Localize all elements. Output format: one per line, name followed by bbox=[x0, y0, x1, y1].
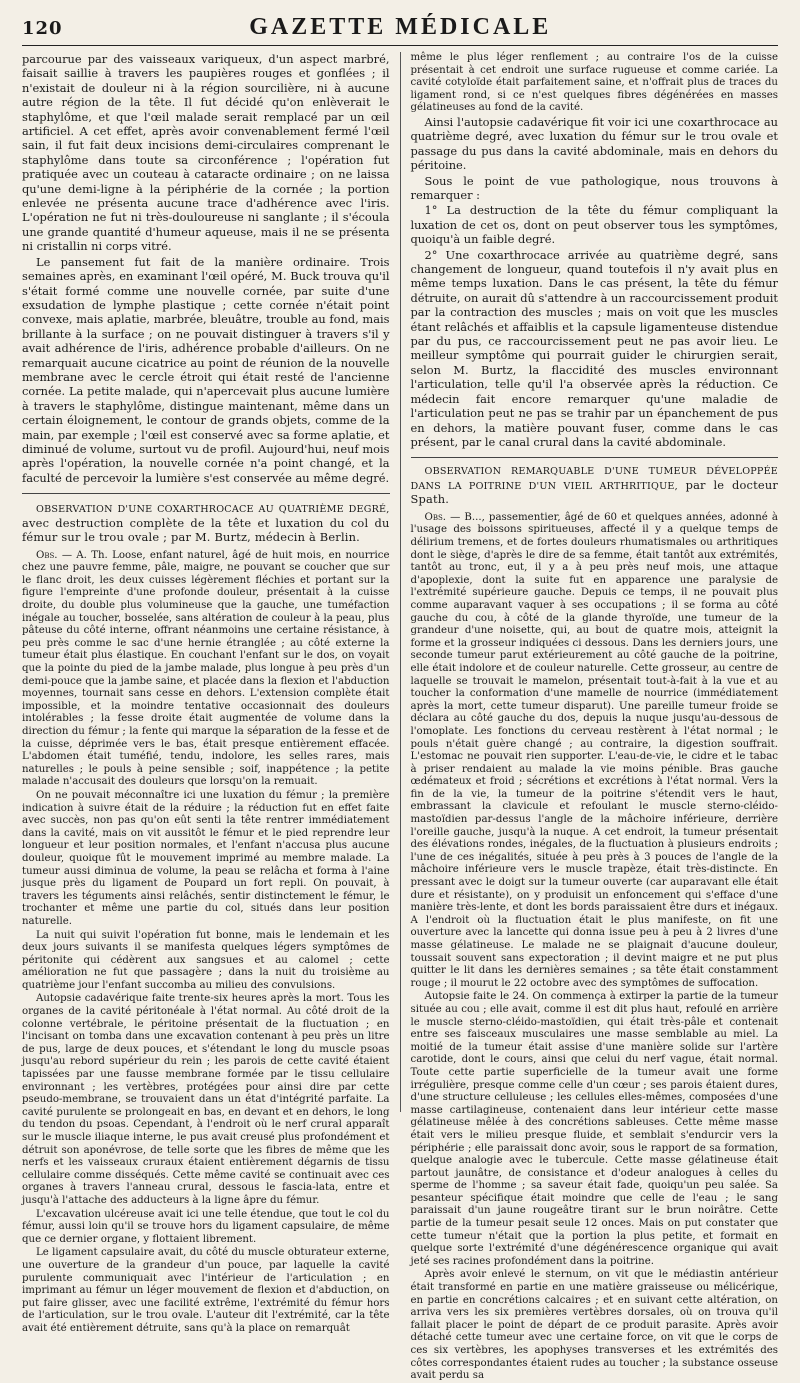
page-header bbox=[22, 14, 778, 46]
text-columns bbox=[22, 52, 779, 1382]
paragraph: La nuit qui suivit l'opération fut bonne, mais le lendemain et les deux jours suivants il se manifesta quelques légers symptômes de péritonite qui cédèrent aux sangsues et au calomel ; cette amélioration ne fut que passagère ; dans la nuit du troisième au quatrième jour l'enfant succomba au milieu des convulsions. bbox=[22, 929, 390, 991]
page-number: 120 bbox=[22, 18, 63, 39]
journal-title: GAZETTE MÉDICALE bbox=[249, 14, 552, 40]
paragraph: Sous le point de vue pathologique, nous trouvons à remarquer : bbox=[410, 173, 778, 202]
section-title-tail: par le docteur Spath. bbox=[410, 477, 779, 507]
paragraph: Le ligament capsulaire avait, du côté du muscle obturateur externe, une ouverture de la grandeur d'un pouce, par laquelle la cavité purulente communiquait avec l'intérieur de l'articulation ; en imprimant au fémur un léger mouvement de flexion et d'abduction, on put faire glisser, avec une facilité extrême, l'extrémité du fémur hors de l'articulation, sur le trou ovale. L'auteur dit l'extrémité, car la tête avait été entièrement détruite, sans qu'à la place on remarquât bbox=[22, 1247, 390, 1334]
paragraph: L'excavation ulcéreuse avait ici une telle étendue, que tout le col du fémur, aussi loin qu'il se trouve hors du ligament capsulaire, de même que ce dernier organe, y flottaient librement. bbox=[22, 1208, 390, 1245]
paragraph: Après avoir enlevé le sternum, on vit que le médiastin antérieur était transformé en partie en une matière graisseuse ou mélicérique, en partie en concrétions calcaires ; et en suivant cette altération, on arriva vers les six premières vertèbres dorsales, où on trouva qu'il fallait placer le point de départ de ce produit parasite. Après avoir détaché cette tumeur avec une certaine force, on vit que le corps de ces six vertèbres, les apophyses transverses et les extrémités des côtes correspondantes étaient rudes au toucher ; la substance osseuse avait perdu sa bbox=[410, 1269, 778, 1382]
observation-text: — B..., passementier, âgé de 60 et quelques années, adonné à l'usage des boissons spiritueuses, affecté il y a quelque temps de délirium tremens, et de fortes douleurs rhumatismales ou arthritiques dont le siège, d'après le dire de sa femme, était tantôt aux extrémités, tantôt au tronc, eut, il y a à peu près neuf mois, une attaque d'apoplexie, dont la suite fut en apparence une paralysie de l'extrémité supérieure gauche. Depuis ce temps, il ne pouvait plus comme auparavant vaquer à ses occupations ; il se forma au côté gauche du cou, à côté de la glande thyroïde, une tumeur de la grandeur d'une noisette, qui, au bout de quatre mois, atteignit la forme et la grosseur indiquées ci dessous. Dans les derniers jours, une seconde tumeur parut extérieurement au côté gauche de la poitrine, elle était indolore et de couleur naturelle. Cette grosseur, au centre de laquelle se trouvait le mamelon, présentait tout-à-fait à la vue et au toucher la conformation d'une mamelle de nourrice (immédiatement après la mort, cette tumeur disparut). Une pareille tumeur froide se déclara au côté gauche du dos, depuis la nuque jusqu'au-dessous de l'omoplate. Les fonctions du cerveau restèrent à l'état normal ; le pouls n'était guère changé ; au contraire, la digestion souffrait. L'estomac ne pouvait rien supporter. L'eau-de-vie, le cidre et le tabac à priser rendaient au malade la vie moins pénible. Bras gauche œdémateux et froid ; sécrétions et excrétions à l'état normal. Vers la fin de la vie, la tumeur de la poitrine s'étendit vers le haut, embrassant la clavicule et refoulant le muscle sterno-cléido-mastoïdien par-dessus l'angle de la mâchoire inférieure, derrière l'oreille gauche, jusqu'à la nuque. A cet endroit, la tumeur présentait des élévations rondes, inégales, de la fluctuation à plusieurs endroits ; l'une de ces inégalités, située à peu près à 3 pouces de l'angle de la mâchoire inférieure vers le muscle trapèze, était très-distincte. En pressant avec le doigt sur la tumeur ouverte (car auparavant elle était dure et résistante), on y produisit un enfoncement qui s'efface d'une manière très-lente, et dont les bords paraissaient être durs et inégaux. A l'endroit où la fluctuation était le plus manifeste, on fit une ouverture avec la lancette qui donna issue peu à peu à 2 livres d'une masse gélatineuse. Le malade ne se plaignait d'aucune douleur, toussait souvent sans expectoration ; il devint maigre et ne put plus quitter le lit dans les dernières semaines ; sa tête était constamment rouge ; il mourut le 22 octobre avec des symptômes de suffocation. bbox=[410, 511, 778, 989]
paragraph: même le plus léger renflement ; au contraire l'os de la cuisse présentait à cet endroit une surface rugueuse et comme cariée. La cavité cotyloïde était parfaitement saine, et n'offrait plus de traces du ligament rond, si ce n'est quelques fibres dégénérées en masses gélatineuses au fond de la cavité. bbox=[410, 52, 778, 114]
paragraph: Autopsie faite le 24. On commença à extirper la partie de la tumeur située au cou ; elle avait, comme il est dit plus haut, refoulé en arrière le muscle sterno-cléido-mastoïdien, qui était très-pâle et contenait entre ses faisceaux musculaires une masse semblable au miel. La moitié de la tumeur était assise d'une manière solide sur l'artère carotide, dont le cours, ainsi que celui du nerf vague, était normal. Toute cette partie superficielle de la tumeur avait une forme irrégulière, presque comme celle d'un cœur ; ses parois étaient dures, d'une structure celluleuse ; les cellules elles-mêmes, composées d'une masse cartilagineuse, contenaient dans leur intérieur cette masse gélatineuse mêlée à des concrétions sableuses. Cette même masse était vers le milieu presque fluide, et semblait s'endurcir vers la périphérie ; elle paraissait donc avoir, sous le rapport de sa formation, quelque analogie avec le tubercule. Cette masse gélatineuse était partout jaunâtre, de consistance et d'odeur analogues à celles du sperme de l'homme ; sa saveur était fade, quoiqu'un peu salée. Sa pesanteur spécifique était moindre que celle de l'eau ; le sang paraissait d'un jaune rougeâtre tirant sur le brun noirâtre. Cette partie de la tumeur pesait seule 12 onces. Mais on put constater que cette tumeur n'était que la portion la plus petite, et formait en quelque sorte l'extrémité d'une dégénérescence organique qui avait jeté ses racines profondément dans la poitrine. bbox=[410, 991, 778, 1267]
section-title-text: OBSERVATION REMARQUABLE D'UNE TUMEUR DÉVELOPPÉE DANS LA POITRINE D'UN VIEIL ARTHRITIQUE, bbox=[410, 466, 778, 492]
paragraph: On ne pouvait méconnaître ici une luxation du fémur ; la première indication à suivre était de la réduire ; la réduction fut en effet faite avec succès, non pas qu'on eût senti la tête rentrer immédiatement dans la cavité, mais on vit aussitôt le fémur et le pied reprendre leur longueur et leur position normales, et l'enfant n'accusa plus aucune douleur, quoique fût le mouvement imprimé au membre malade. La tumeur aussi diminua de volume, la peau se relâcha et forma à l'aine jusque près du ligament de Poupard un fort repli. On pouvait, à travers les téguments ainsi relâchés, sentir distinctement le fémur, le trochanter et même une partie du col, situés dans leur position naturelle. bbox=[22, 789, 390, 927]
observation-label: Obs. bbox=[36, 549, 58, 561]
observation-paragraph bbox=[411, 512, 779, 991]
right-column bbox=[401, 52, 779, 1382]
observation-paragraph bbox=[22, 550, 390, 789]
left-column bbox=[22, 52, 401, 1334]
section-title bbox=[411, 457, 779, 508]
observation-text: — A. Th. Loose, enfant naturel, âgé de huit mois, en nourrice chez une pauvre femme, pâle, maigre, ne pouvant se coucher que sur le flanc droit, les deux cuisses légèrement fléchies et portant sur la figure l'empreinte d'une profonde douleur, présentait à la cuisse droite, du double plus volumineuse que la gauche, une tuméfaction inégale au toucher, bosselée, sans altération de couleur à la peau, plus pâteuse du côté interne, offrant néanmoins une certaine résistance, à peu près comme le sac d'une hernie étranglée ; au côté externe la tumeur était plus élastique. En couchant l'enfant sur le dos, on voyait que la pointe du pied de la jambe malade, plus longue à peu près d'un demi-pouce que la jambe saine, et placée dans la flexion et l'abduction moyennes, tournait sans cesse en dehors. L'extension complète était impossible, et la moindre tentative occasionnait des douleurs intolérables ; la fesse droite était augmentée de volume dans la direction du fémur ; la fente qui marque la séparation de la fesse et de la cuisse, déprimée vers le bas, était presque entièrement effacée. L'abdomen était tuméfié, tendu, indolore, les selles rares, mais naturelles ; le pouls à peine sensible ; soif, inappétence ; la petite malade n'accusait des douleurs que lorsqu'on la remuait. bbox=[22, 549, 390, 788]
paragraph: Autopsie cadavérique faite trente-six heures après la mort. Tous les organes de la cavité péritonéale à l'état normal. Au côté droit de la colonne vertébrale, le péritoine présentait de la fluctuation ; en l'incisant on tomba dans une excavation contenant à peu près un litre de pus, large de deux pouces, et s'étendant le long du muscle psoas jusqu'au rebord supérieur du rein ; les parois de cette cavité étaient tapissées par une fausse membrane formée par le tissu cellulaire environnant ; les vertèbres, protégées pour ainsi dire par cette pseudo-membrane, se trouvaient dans un état d'intégrité parfaite. La cavité purulente se prolongeait en bas, en devant et en dehors, le long du tendon du psoas. Cependant, à l'endroit où le nerf crural apparaît sur le muscle iliaque interne, le pus avait creusé plus profondément et détruit son aponévrose, de telle sorte que les fibres de même que les nerfs et les vaisseaux cruraux étaient entièrement dégarnis de tissu cellulaire comme disséqués. Cette même cavité se continuait avec ces organes à travers l'anneau crural, dessous le fascia-lata, entre et jusqu'à l'attache des adducteurs à la ligne âpre du fémur. bbox=[22, 993, 390, 1206]
section-title-tail: avec destruction complète de la tête et luxation du col du fémur sur le trou ovale ; par M. Burtz, médecin à Berlin. bbox=[22, 515, 390, 545]
paragraph: 1° La destruction de la tête du fémur compliquant la luxation de cet os, dont on peut observer tous les symptômes, quoiqu'à un faible degré. bbox=[410, 203, 778, 247]
paragraph: Le pansement fut fait de la manière ordinaire. Trois semaines après, en examinant l'œil opéré, M. Buck trouva qu'il s'était formé comme une nouvelle cornée, par suite d'une exsudation de lymphe plastique ; cette cornée n'était point convexe, mais aplatie, marbrée, bleuâtre, trouble au fond, mais brillante à la surface ; on ne pouvait distinguer à travers s'il y avait adhérence de l'iris, adhérence probable d'ailleurs. On ne remarquait aucune cicatrice au point de réunion de la nouvelle membrane avec le cercle étroit qui était resté de l'ancienne cornée. La petite malade, qui n'apercevait plus aucune lumière à travers le staphylôme, distingue maintenant, même dans un certain éloignement, le contour de grands objets, comme de la main, par exemple ; l'œil est conservé avec sa forme aplatie, et diminué de volume, surtout vu de profil. Aujourd'hui, neuf mois après l'opération, la nouvelle cornée n'a point changé, et la faculté de percevoir la lumière s'est conservée au même degré. bbox=[22, 254, 390, 485]
section-title-text: OBSERVATION D'UNE COXARTHROCACE AU QUATRIÈME DEGRÉ, bbox=[36, 504, 390, 516]
paragraph: Ainsi l'autopsie cadavérique fit voir ici une coxarthrocace au quatrième degré, avec luxation du fémur sur le trou ovale et passage du pus dans la cavité abdominale, mais en dehors du péritoine. bbox=[410, 114, 778, 173]
observation-label: Obs. bbox=[424, 511, 447, 523]
paragraph: 2° Une coxarthrocace arrivée au quatrième degré, sans changement de longueur, quand toutefois il n'y avait plus en même temps luxation. Dans le cas présent, la tête du fémur détruite, on aurait dû s'attendre à un raccourcissement produit par la contraction des muscles ; mais on voit que les muscles étant relâchés et affaiblis et la capsule ligamenteuse distendue par du pus, ce raccourcissement peut ne pas avoir lieu. Le meilleur symptôme qui pourrait guider le chirurgien serait, selon M. Burtz, la flaccidité des muscles environnant l'articulation, telle qu'il l'a observée après la réduction. Ce médecin fait encore remarquer qu'une maladie de l'articulation peut ne pas se trahir par un épanchement de pus en dehors, la matière pouvant fuser, comme dans le cas présent, par le canal crural dans la cavité abdominale. bbox=[410, 247, 778, 449]
section-title bbox=[22, 493, 390, 546]
paragraph: parcourue par des vaisseaux variqueux, d'un aspect marbré, faisait saillie à travers les paupières rouges et gonflées ; il n'existait de douleur ni à la région sourcilière, ni à aucune autre région de la tête. Il fut décidé qu'on enlèverait le staphylôme, et que l'œil malade serait remplacé par un œil artificiel. A cet effet, après avoir convenablement fermé l'œil sain, il fut fait deux incisions demi-circulaires comprenant le staphylôme dans toute sa circonférence ; l'opération fut pratiquée avec un couteau à cataracte ordinaire ; on ne laissa qu'une demi-ligne à la périphérie de la cornée ; la portion enlevée ne présenta aucune trace d'adhérence avec l'iris. L'opération ne fut ni très-douloureuse ni sanglante ; il s'écoula une grande quantité d'humeur aqueuse, mais il ne se présenta ni cristallin ni corps vitré. bbox=[22, 52, 390, 254]
